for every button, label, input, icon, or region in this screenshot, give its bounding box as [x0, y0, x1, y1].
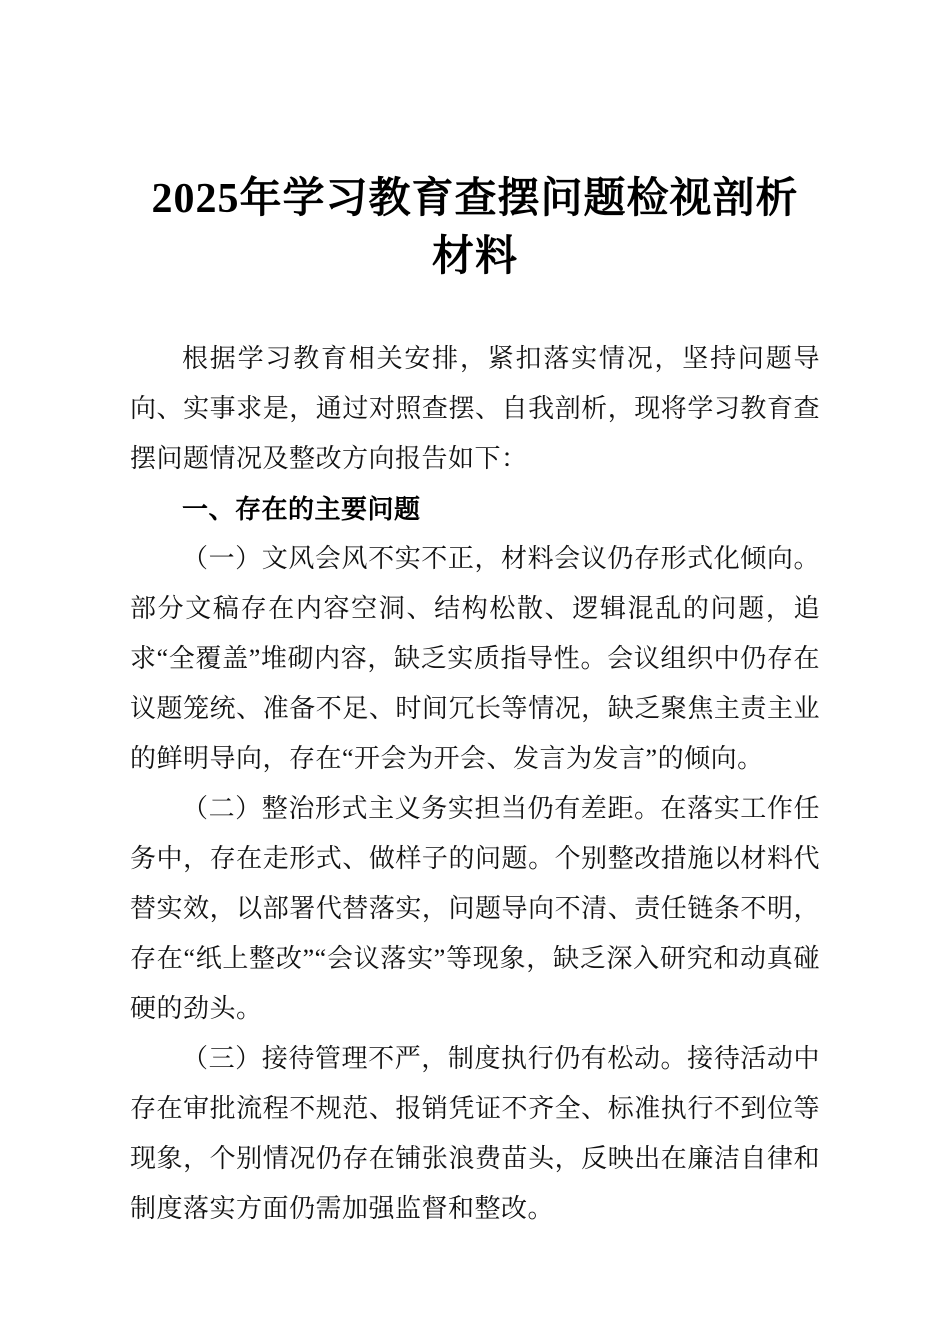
document-title-line-1: 2025年学习教育查摆问题检视剖析 — [151, 176, 799, 222]
document-body — [130, 334, 820, 1234]
document-title — [130, 170, 820, 286]
paragraph-intro: 根据学习教育相关安排，紧扣落实情况，坚持问题导向、实事求是，通过对照查摆、自我剖析，现将学习教育查摆问题情况及整改方向报告如下： — [130, 344, 820, 473]
paragraph-issue-3: （三）接待管理不严，制度执行仍有松动。接待活动中存在审批流程不规范、报销凭证不齐全、标准执行不到位等现象，个别情况仍存在铺张浪费苗头，反映出在廉洁自律和制度落实方面仍需加强监督和整改。 — [130, 1044, 820, 1223]
paragraph-issue-1: （一）文风会风不实不正，材料会议仍存形式化倾向。部分文稿存在内容空洞、结构松散、逻辑混乱的问题，追求“全覆盖”堆砌内容，缺乏实质指导性。会议组织中仍存在议题笼统、准备不足、时间冗长等情况，缺乏聚焦主责主业的鲜明导向，存在“开会为开会、发言为发言”的倾向。 — [130, 544, 820, 773]
document-title-line-2: 材料 — [431, 234, 518, 280]
section-heading-main-problems: 一、存在的主要问题 — [182, 494, 421, 524]
paragraph-issue-2: （二）整治形式主义务实担当仍有差距。在落实工作任务中，存在走形式、做样子的问题。个别整改措施以材料代替实效，以部署代替落实，问题导向不清、责任链条不明，存在“纸上整改”“会议落实”等现象，缺乏深入研究和动真碰硬的劲头。 — [130, 794, 820, 1023]
